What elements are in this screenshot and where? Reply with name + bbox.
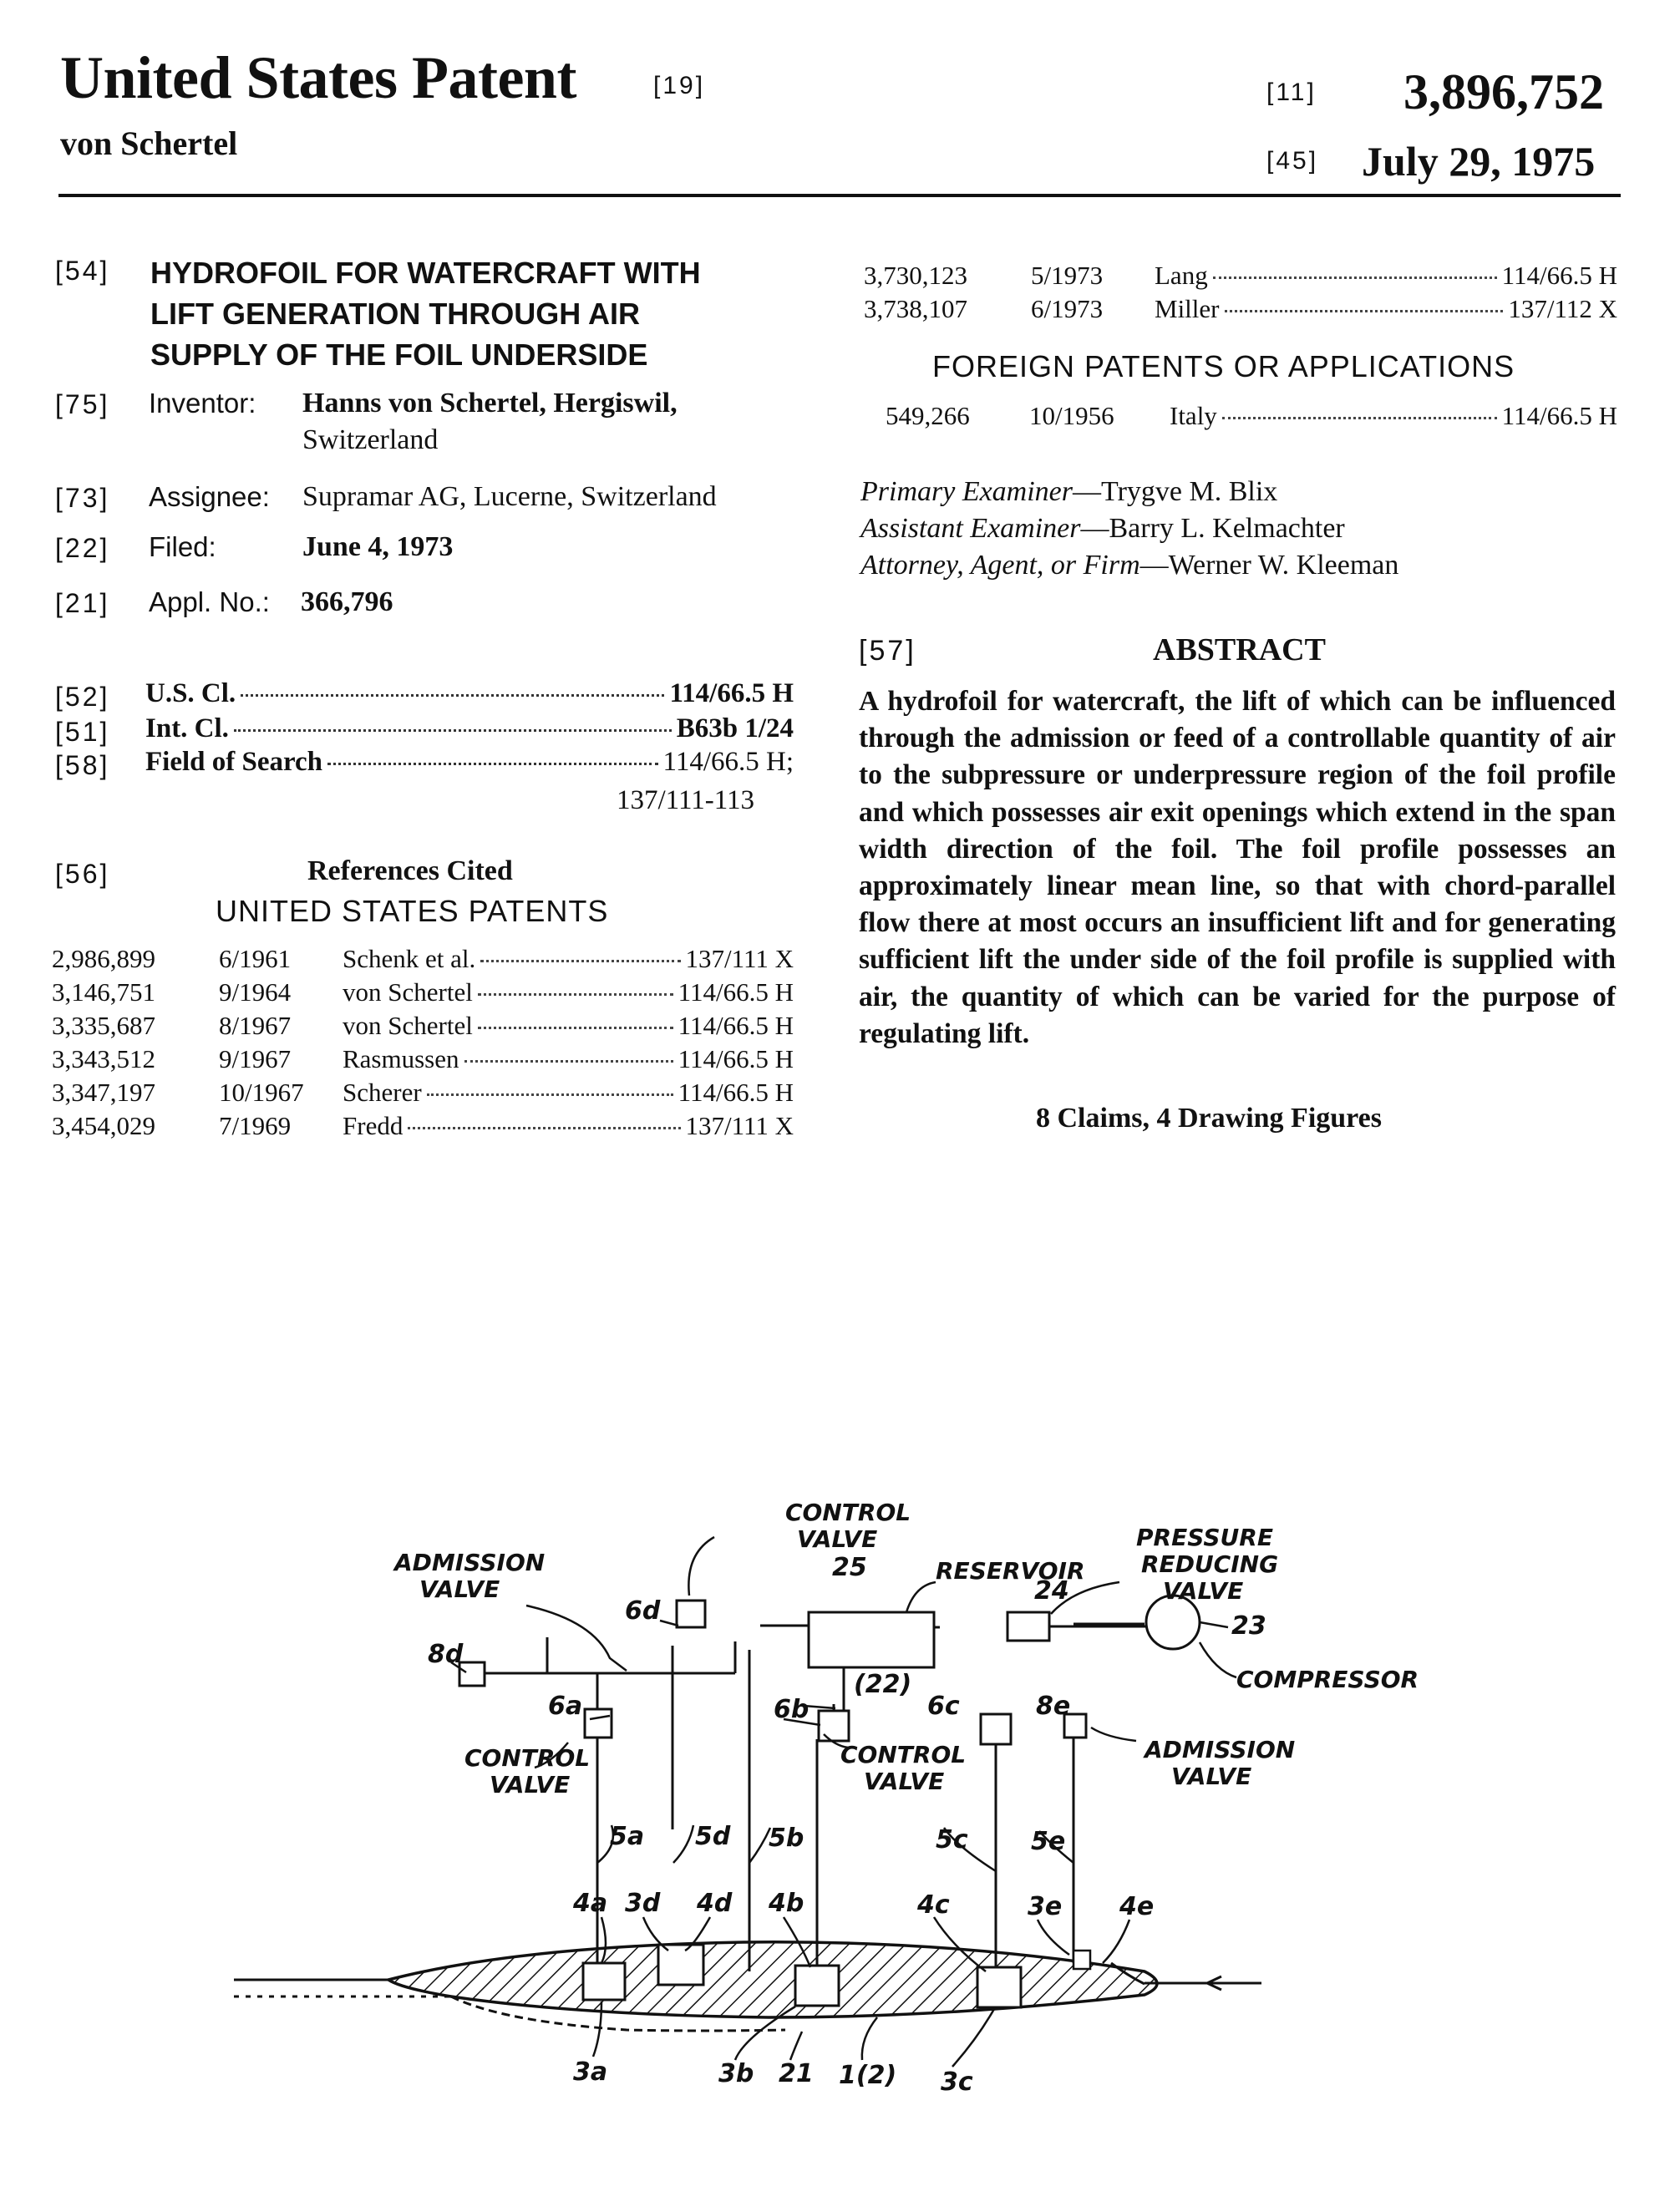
control-valve-6d xyxy=(677,1601,705,1627)
ref-date: 6/1973 xyxy=(1031,294,1104,323)
ref-5a: 5a xyxy=(610,1822,645,1851)
assistant-examiner-name: Barry L. Kelmachter xyxy=(1109,513,1345,544)
inid-code-21: [21] xyxy=(55,588,110,618)
ref-number: 3,146,751 xyxy=(52,977,155,1007)
ref-class: 114/66.5 H xyxy=(678,1044,794,1073)
ref-name: Miller xyxy=(1155,294,1220,323)
ref-date: 10/1967 xyxy=(219,1078,304,1107)
reference-row xyxy=(52,1044,794,1074)
patent-title-line: LIFT GENERATION THROUGH AIR xyxy=(150,297,640,331)
inid-code-19: [19] xyxy=(653,72,706,99)
inid-code-75: [75] xyxy=(55,389,110,419)
ref-class: 137/112 X xyxy=(1508,294,1617,323)
reference-row xyxy=(52,1011,794,1041)
reference-row xyxy=(52,944,794,974)
references-title: References Cited xyxy=(307,855,513,886)
ref-4b: 4b xyxy=(769,1889,804,1918)
ref-class: 137/111 X xyxy=(685,944,794,973)
label-control-valve-left: VALVE xyxy=(490,1771,571,1799)
chamber-3e xyxy=(1073,1951,1090,1969)
primary-examiner-label: Primary Examiner xyxy=(860,476,1073,507)
reference-row xyxy=(52,977,794,1007)
pressure-reducing-valve-box xyxy=(1007,1612,1049,1641)
ref-name: Italy xyxy=(1170,401,1217,430)
assignee-label: Assignee: xyxy=(149,481,270,512)
ref-4e: 4e xyxy=(1119,1892,1155,1921)
search-field-label: Field of Search xyxy=(145,747,323,777)
inid-code-56: [56] xyxy=(55,859,110,889)
dot-leader xyxy=(234,729,672,732)
inid-code-51: [51] xyxy=(55,717,110,747)
attorney-name: Werner W. Kleeman xyxy=(1168,550,1399,581)
control-valve-6c xyxy=(981,1714,1011,1744)
assistant-examiner-label: Assistant Examiner xyxy=(860,513,1081,544)
label-admission-valve-right: VALVE xyxy=(1171,1763,1252,1790)
search-field-value-cont: 137/111-113 xyxy=(617,785,754,815)
ref-name: Fredd xyxy=(343,1111,404,1140)
reference-row xyxy=(886,401,1617,431)
inid-code-22: [22] xyxy=(55,533,110,563)
patent-date: July 29, 1975 xyxy=(1362,138,1596,185)
primary-examiner: Primary Examiner—Trygve M. Blix xyxy=(860,476,1278,507)
reference-row xyxy=(864,294,1617,324)
admission-valve-8d xyxy=(459,1662,485,1686)
us-patents-heading: UNITED STATES PATENTS xyxy=(216,894,609,928)
ref-25: 25 xyxy=(832,1553,867,1582)
patent-title-line: SUPPLY OF THE FOIL UNDERSIDE xyxy=(150,337,648,372)
label-control-valve-top: VALVE xyxy=(797,1525,878,1553)
int-class-value: B63b 1/24 xyxy=(676,713,794,743)
ref-name: von Schertel xyxy=(343,977,473,1007)
ref-6c: 6c xyxy=(927,1692,960,1721)
dot-leader xyxy=(464,1060,673,1063)
ref-date: 6/1961 xyxy=(219,944,292,973)
filed-label: Filed: xyxy=(149,531,216,562)
reference-row xyxy=(864,261,1617,291)
ref-name: Lang xyxy=(1155,261,1208,290)
inventor-label: Inventor: xyxy=(149,388,256,419)
dot-leader xyxy=(427,1093,673,1096)
ref-4d: 4d xyxy=(697,1889,733,1918)
us-class-value: 114/66.5 H xyxy=(669,678,794,708)
ref-6b: 6b xyxy=(774,1695,810,1724)
ref-5d: 5d xyxy=(695,1822,731,1851)
ref-date: 8/1967 xyxy=(219,1011,292,1040)
primary-examiner-name: Trygve M. Blix xyxy=(1101,476,1278,507)
ref-date: 7/1969 xyxy=(219,1111,292,1140)
label-admission-valve-right: ADMISSION xyxy=(1145,1736,1296,1763)
ref-name: von Schertel xyxy=(343,1011,473,1040)
dot-leader xyxy=(480,960,680,962)
ref-number: 3,343,512 xyxy=(52,1044,155,1073)
us-class-row xyxy=(145,678,794,709)
chamber-3c xyxy=(977,1967,1021,2007)
attorney-label: Attorney, Agent, or Firm xyxy=(860,550,1140,581)
patent-title xyxy=(150,252,819,375)
inid-code-54: [54] xyxy=(55,256,110,286)
foreign-patents-heading: FOREIGN PATENTS OR APPLICATIONS xyxy=(932,349,1515,383)
appl-no-value: 366,796 xyxy=(301,586,393,617)
ref-24: 24 xyxy=(1034,1576,1069,1606)
int-class-row xyxy=(145,713,794,744)
label-compressor: COMPRESSOR xyxy=(1236,1666,1419,1693)
ref-number: 549,266 xyxy=(886,401,970,430)
ref-number: 2,986,899 xyxy=(52,944,155,973)
reference-row xyxy=(52,1111,794,1141)
search-field-row xyxy=(145,747,794,778)
assistant-examiner: Assistant Examiner—Barry L. Kelmachter xyxy=(860,513,1345,544)
attorney: Attorney, Agent, or Firm—Werner W. Kleeman xyxy=(860,550,1399,581)
dot-leader xyxy=(241,694,664,697)
chamber-3d xyxy=(658,1945,703,1985)
dot-leader xyxy=(478,993,673,996)
label-control-valve-top: CONTROL xyxy=(785,1499,911,1526)
label-pressure-reducing-valve: PRESSURE xyxy=(1136,1524,1273,1551)
ref-number: 3,454,029 xyxy=(52,1111,155,1140)
search-field-value: 114/66.5 H; xyxy=(662,747,794,777)
ref-number: 3,738,107 xyxy=(864,294,967,323)
dot-leader xyxy=(1213,277,1497,279)
chamber-3a xyxy=(583,1963,625,2000)
int-class-label: Int. Cl. xyxy=(145,713,229,743)
ref-class: 114/66.5 H xyxy=(678,1011,794,1040)
label-pressure-reducing-valve: VALVE xyxy=(1163,1577,1244,1605)
us-class-label: U.S. Cl. xyxy=(145,678,236,708)
ref-3b: 3b xyxy=(718,2059,754,2088)
ref-date: 9/1964 xyxy=(219,977,292,1007)
control-valve-6a xyxy=(585,1709,612,1738)
ref-date: 9/1967 xyxy=(219,1044,292,1073)
inid-code-58: [58] xyxy=(55,750,110,780)
label-control-valve-mid: VALVE xyxy=(864,1768,945,1795)
ref-8d: 8d xyxy=(428,1640,464,1669)
ref-date: 10/1956 xyxy=(1029,401,1114,430)
ref-class: 114/66.5 H xyxy=(1501,261,1617,290)
inventor-value: Hanns von Schertel, Hergiswil, xyxy=(302,388,678,419)
ref-3e: 3e xyxy=(1028,1892,1063,1921)
patent-number: 3,896,752 xyxy=(1403,64,1604,119)
ref-name: Rasmussen xyxy=(343,1044,459,1073)
reference-row xyxy=(52,1078,794,1108)
label-control-valve-left: CONTROL xyxy=(464,1744,591,1772)
inventor-country: Switzerland xyxy=(302,424,439,455)
ref-number: 3,730,123 xyxy=(864,261,967,290)
reservoir-box xyxy=(809,1612,934,1667)
ref-class: 137/111 X xyxy=(685,1111,794,1140)
dot-leader xyxy=(478,1027,673,1029)
ref-number: 3,335,687 xyxy=(52,1011,155,1040)
ref-name: Scherer xyxy=(343,1078,422,1107)
inid-code-52: [52] xyxy=(55,682,110,712)
label-reservoir: RESERVOIR xyxy=(936,1557,1085,1585)
ref-class: 114/66.5 H xyxy=(1501,401,1617,430)
appl-no-label: Appl. No.: xyxy=(149,586,270,617)
ref-22: (22) xyxy=(854,1670,912,1699)
ref-class: 114/66.5 H xyxy=(678,977,794,1007)
label-admission-valve-left: VALVE xyxy=(419,1575,500,1603)
ref-date: 5/1973 xyxy=(1031,261,1104,290)
header-rule xyxy=(58,194,1621,197)
abstract-text: A hydrofoil for watercraft, the lift of which can be influenced through the admission or feed of a controllable quantity of air to the subpressure or underpressure region of the foil profile and which possesses air exit openings which extend in the span width direction of the foil. The foil profile possesses an approximately linear mean line, so that with chord-parallel flow there at most occurs an insufficient lift and for generating sufficient lift the under side of the foil profile is supplied with air, the quantity of which can be varied for the purpose of regulating lift. xyxy=(859,686,1616,1049)
label-pressure-reducing-valve: REDUCING xyxy=(1141,1550,1279,1578)
dot-leader xyxy=(1225,310,1504,312)
ref-5b: 5b xyxy=(769,1824,804,1853)
ref-6a: 6a xyxy=(548,1692,583,1721)
abstract-title: ABSTRACT xyxy=(1153,632,1326,667)
inventor-short: von Schertel xyxy=(60,124,238,162)
inid-code-11: [11] xyxy=(1266,79,1317,106)
ref-6d: 6d xyxy=(625,1596,661,1626)
document-title: United States Patent xyxy=(60,44,576,111)
ref-4a: 4a xyxy=(573,1889,608,1918)
inid-code-45: [45] xyxy=(1266,147,1319,175)
hydrofoil-profile xyxy=(388,1942,1157,2017)
ref-3a: 3a xyxy=(573,2057,608,2087)
ref-number: 3,347,197 xyxy=(52,1078,155,1107)
ref-3d: 3d xyxy=(625,1889,661,1918)
ref-1: 1(2) xyxy=(839,2061,897,2090)
control-valve-6b xyxy=(819,1711,849,1741)
ref-3c: 3c xyxy=(941,2067,973,2097)
ref-name: Schenk et al. xyxy=(343,944,476,973)
ref-class: 114/66.5 H xyxy=(678,1078,794,1107)
filed-value: June 4, 1973 xyxy=(302,531,454,562)
ref-5e: 5e xyxy=(1031,1827,1066,1856)
chamber-3b xyxy=(795,1966,839,2006)
claims-summary: 8 Claims, 4 Drawing Figures xyxy=(1036,1103,1382,1134)
patent-title-line: HYDROFOIL FOR WATERCRAFT WITH xyxy=(150,256,701,290)
dot-leader xyxy=(1222,417,1497,419)
assignee-value: Supramar AG, Lucerne, Switzerland xyxy=(302,481,717,512)
dot-leader xyxy=(327,763,658,765)
ref-5c: 5c xyxy=(936,1825,968,1854)
dot-leader xyxy=(408,1127,680,1129)
ref-4c: 4c xyxy=(917,1890,950,1920)
label-control-valve-mid: CONTROL xyxy=(840,1741,967,1768)
ref-8e: 8e xyxy=(1036,1692,1071,1721)
ref-23: 23 xyxy=(1231,1611,1266,1641)
inid-code-73: [73] xyxy=(55,483,110,513)
ref-21: 21 xyxy=(779,2059,814,2088)
label-admission-valve-left: ADMISSION xyxy=(394,1549,546,1576)
inid-code-57: [57] xyxy=(859,635,916,667)
patent-drawing xyxy=(200,1495,1420,2113)
